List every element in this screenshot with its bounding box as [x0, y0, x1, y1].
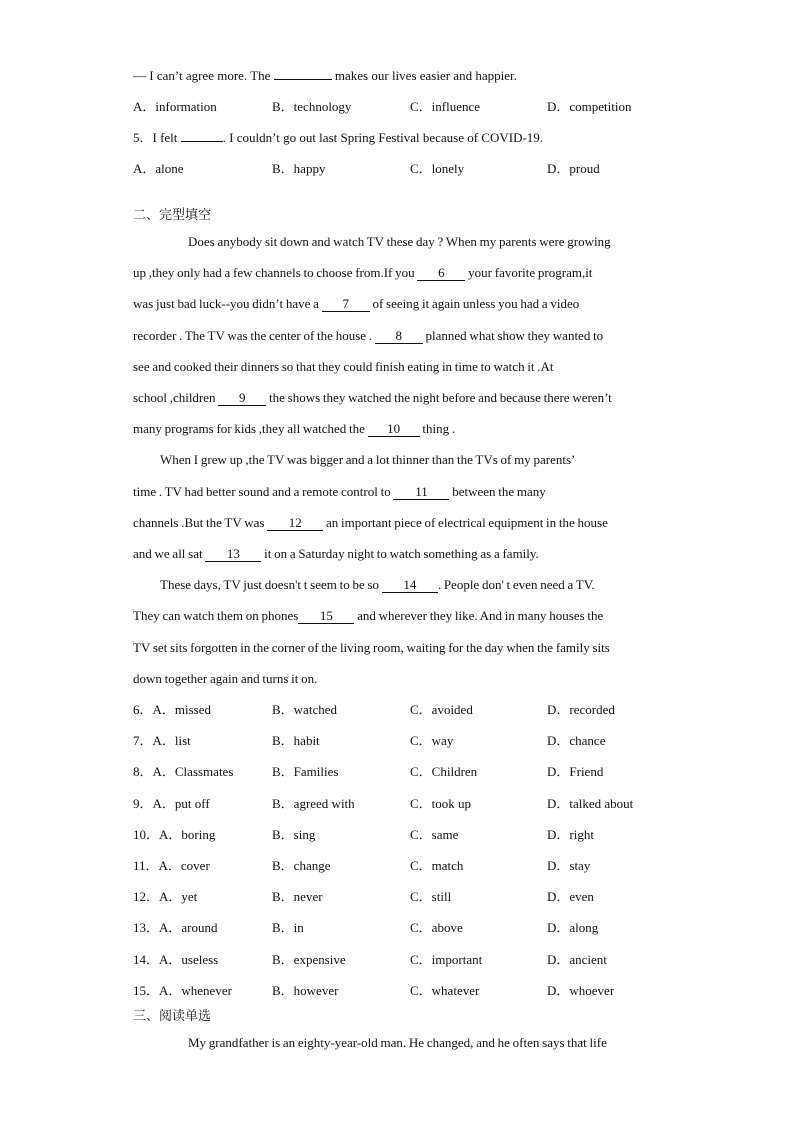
- q5-blank: [181, 141, 223, 142]
- option-a: 11．A．cover: [133, 858, 210, 873]
- option-a: 13．A．around: [133, 920, 218, 935]
- option-d: D．stay: [547, 858, 591, 873]
- passage-text: They can watch them on phones: [133, 608, 299, 623]
- q5-option-d: D．proud: [547, 161, 600, 176]
- passage-line: [188, 1035, 607, 1051]
- passage-line: [133, 640, 610, 656]
- option-a: 10．A．boring: [133, 827, 216, 842]
- passage-text: planned what show they wanted to: [422, 328, 604, 343]
- blank-9: 9: [218, 391, 266, 406]
- option-b: B．sing: [272, 827, 316, 842]
- passage-line: [133, 484, 546, 500]
- section2-title: 二、完型填空: [133, 208, 212, 223]
- option-b: B．habit: [272, 733, 320, 748]
- passage-line: [133, 608, 603, 624]
- question-row: [133, 952, 693, 968]
- option-c: C．Children: [410, 764, 478, 779]
- passage-text: and wherever they like. And in many houses the: [354, 608, 604, 623]
- blank-11: 11: [393, 485, 449, 500]
- passage-text: thing .: [419, 421, 456, 436]
- passage-line: [133, 546, 539, 562]
- option-a: 15．A．whenever: [133, 983, 232, 998]
- passage-text: the shows they watched the night before and because there weren’t: [266, 390, 612, 405]
- q5-option-a: A．alone: [133, 161, 184, 176]
- passage-line: [133, 515, 608, 531]
- passage-text: see and cooked their dinners so that they could finish eating in time to watch it .At: [133, 359, 554, 374]
- passage-line: [133, 421, 455, 437]
- passage-text: time . TV had better sound and a remote control to: [133, 484, 394, 499]
- passage-text: an important piece of electrical equipment in the house: [323, 515, 608, 530]
- option-b: B．however: [272, 983, 339, 998]
- q4-options: [133, 99, 693, 115]
- passage-text: down together again and turns it on.: [133, 671, 318, 686]
- q4-option-c: C．influence: [410, 99, 481, 114]
- option-a: 7．A．list: [133, 733, 191, 748]
- option-d: D．Friend: [547, 764, 604, 779]
- q4-stem-end: makes our lives easier and happier.: [331, 68, 517, 83]
- question-row: [133, 733, 693, 749]
- passage-text: it on a Saturday night to watch something as a family.: [261, 546, 539, 561]
- option-b: B．never: [272, 889, 323, 904]
- option-b: B．agreed with: [272, 796, 355, 811]
- option-c: C．way: [410, 733, 454, 748]
- question-row: [133, 889, 693, 905]
- q5-options: [133, 161, 693, 177]
- question-row: [133, 920, 693, 936]
- question-row: [133, 983, 693, 999]
- q5-option-c: C．lonely: [410, 161, 465, 176]
- option-c: C．same: [410, 827, 459, 842]
- question-row: [133, 796, 693, 812]
- passage-line: [133, 296, 579, 312]
- passage-text: These days, TV just doesn't t seem to be so: [160, 577, 382, 592]
- passage-line: [133, 328, 603, 344]
- passage-text: My grandfather is an eighty-year-old man. He changed, and he often says that life: [188, 1035, 607, 1050]
- option-b: B．watched: [272, 702, 337, 717]
- passage-text: school ,children: [133, 390, 219, 405]
- passage-text: and we all sat: [133, 546, 206, 561]
- question-row: [133, 858, 693, 874]
- q5-stem-end: . I couldn’t go out last Spring Festival because of COVID-19.: [222, 130, 544, 145]
- blank-13: 13: [205, 547, 261, 562]
- passage-line: [133, 359, 554, 375]
- passage-line: [188, 234, 611, 250]
- option-a: 12．A．yet: [133, 889, 198, 904]
- passage-text: . People don' t even need a TV.: [437, 577, 595, 592]
- option-c: C．took up: [410, 796, 472, 811]
- option-a: 8．A．Classmates: [133, 764, 234, 779]
- passage-text: between the many: [449, 484, 546, 499]
- blank-7: 7: [322, 297, 370, 312]
- option-a: 14．A．useless: [133, 952, 219, 967]
- passage-text: When I grew up ,the TV was bigger and a lot thinner than the TVs of my parents’: [160, 452, 576, 467]
- option-d: D．talked about: [547, 796, 634, 811]
- option-a: 6．A．missed: [133, 702, 212, 717]
- option-a: 9．A．put off: [133, 796, 210, 811]
- option-d: D．even: [547, 889, 594, 904]
- passage-text: up ,they only had a few channels to choose from.If you: [133, 265, 418, 280]
- blank-8: 8: [375, 329, 423, 344]
- q4-option-d: D．competition: [547, 99, 632, 114]
- option-d: D．recorded: [547, 702, 615, 717]
- passage-line: [133, 671, 317, 687]
- passage-text: was just bad luck--you didn’t have a: [133, 296, 322, 311]
- q5-option-b: B．happy: [272, 161, 326, 176]
- q4-stem: [133, 68, 517, 84]
- option-b: B．in: [272, 920, 304, 935]
- question-row: [133, 702, 693, 718]
- section3-title: 三、阅读单选: [133, 1009, 212, 1024]
- option-c: C．important: [410, 952, 483, 967]
- blank-12: 12: [267, 516, 323, 531]
- passage-line: [133, 390, 612, 406]
- option-d: D．whoever: [547, 983, 615, 998]
- option-b: B．Families: [272, 764, 339, 779]
- q4-option-b: B．technology: [272, 99, 352, 114]
- passage-text: of seeing it again unless you had a video: [369, 296, 580, 311]
- passage-line: [160, 577, 595, 593]
- option-c: C．still: [410, 889, 452, 904]
- q4-blank: [274, 79, 332, 80]
- blank-10: 10: [368, 422, 420, 437]
- option-b: B．expensive: [272, 952, 346, 967]
- passage-text: many programs for kids ,they all watched the: [133, 421, 368, 436]
- q4-stem-start: — I can’t agree more. The: [133, 68, 274, 83]
- option-c: C．match: [410, 858, 464, 873]
- option-d: D．ancient: [547, 952, 607, 967]
- option-d: D．chance: [547, 733, 606, 748]
- passage-line: [160, 452, 575, 468]
- blank-14: 14: [382, 578, 438, 593]
- question-row: [133, 827, 693, 843]
- passage-text: Does anybody sit down and watch TV these day ? When my parents were growing: [188, 234, 611, 249]
- passage-line: [133, 265, 592, 281]
- option-d: D．along: [547, 920, 599, 935]
- passage-text: your favorite program,it: [465, 265, 593, 280]
- option-b: B．change: [272, 858, 331, 873]
- q4-option-a: A．information: [133, 99, 217, 114]
- passage-text: channels .But the TV was: [133, 515, 268, 530]
- question-row: [133, 764, 693, 780]
- passage-text: TV set sits forgotten in the corner of the living room, waiting for the day when the family sits: [133, 640, 610, 655]
- passage-text: recorder . The TV was the center of the house .: [133, 328, 375, 343]
- option-c: C．avoided: [410, 702, 473, 717]
- blank-6: 6: [417, 266, 465, 281]
- option-c: C．whatever: [410, 983, 480, 998]
- blank-15: 15: [298, 609, 354, 624]
- q5-stem-start: 5．I felt: [133, 130, 181, 145]
- q5-stem: [133, 130, 543, 146]
- option-d: D．right: [547, 827, 594, 842]
- option-c: C．above: [410, 920, 463, 935]
